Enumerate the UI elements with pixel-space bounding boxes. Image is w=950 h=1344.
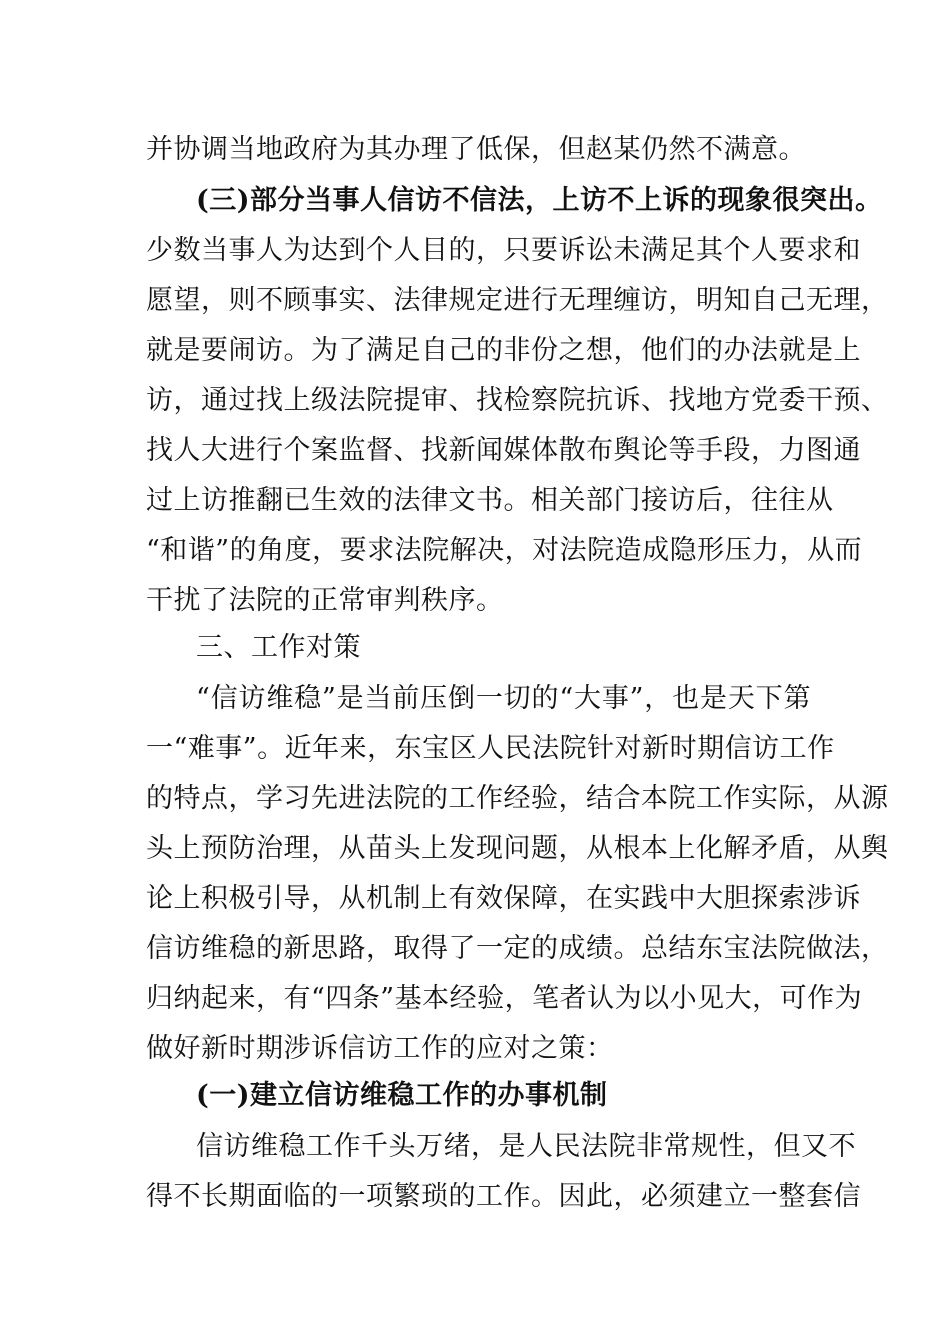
paragraph-line: 归纳起来，有“四条”基本经验，笔者认为以小见大，可作为: [146, 983, 863, 1014]
paragraph-line: 愿望，则不顾事实、法律规定进行无理缠访，明知自己无理，: [146, 285, 889, 316]
paragraph-line: 信访维稳工作千头万绪，是人民法院非常规性，但又不: [196, 1131, 856, 1162]
paragraph-line: 信访维稳的新思路，取得了一定的成绩。总结东宝法院做法，: [146, 933, 889, 964]
paragraph-line: “和谐”的角度，要求法院解决，对法院造成隐形压力，从而: [146, 535, 863, 566]
paragraph-line: 做好新时期涉诉信访工作的应对之策：: [146, 1033, 614, 1064]
paragraph-line: 干扰了法院的正常审判秩序。: [146, 585, 504, 616]
paragraph-line: 就是要闹访。为了满足自己的非份之想，他们的办法就是上: [146, 335, 861, 366]
section-heading-3: (三)部分当事人信访不信法，上访不上诉的现象很突出。: [196, 185, 883, 216]
section-heading: 三、工作对策: [196, 632, 361, 663]
paragraph-line: 得不长期面临的一项繁琐的工作。因此，必须建立一整套信: [146, 1181, 861, 1212]
section-heading-1: (一)建立信访维稳工作的办事机制: [196, 1080, 608, 1111]
paragraph-line: 的特点，学习先进法院的工作经验，结合本院工作实际，从源: [146, 783, 889, 814]
paragraph-line: 一“难事”。近年来，东宝区人民法院针对新时期信访工作: [146, 733, 835, 764]
paragraph-line: 过上访推翻已生效的法律文书。相关部门接访后，往往从: [146, 485, 834, 516]
paragraph-line: 并协调当地政府为其办理了低保，但赵某仍然不满意。: [146, 134, 806, 165]
paragraph-line: 找人大进行个案监督、找新闻媒体散布舆论等手段，力图通: [146, 435, 861, 466]
paragraph-line: 头上预防治理，从苗头上发现问题，从根本上化解矛盾，从舆: [146, 833, 889, 864]
paragraph-line: “信访维稳”是当前压倒一切的“大事”，也是天下第: [196, 683, 811, 714]
paragraph-line: 少数当事人为达到个人目的，只要诉讼未满足其个人要求和: [146, 235, 861, 266]
paragraph-line: 论上积极引导，从机制上有效保障，在实践中大胆探索涉诉: [146, 883, 861, 914]
paragraph-line: 访，通过找上级法院提审、找检察院抗诉、找地方党委干预、: [146, 385, 889, 416]
